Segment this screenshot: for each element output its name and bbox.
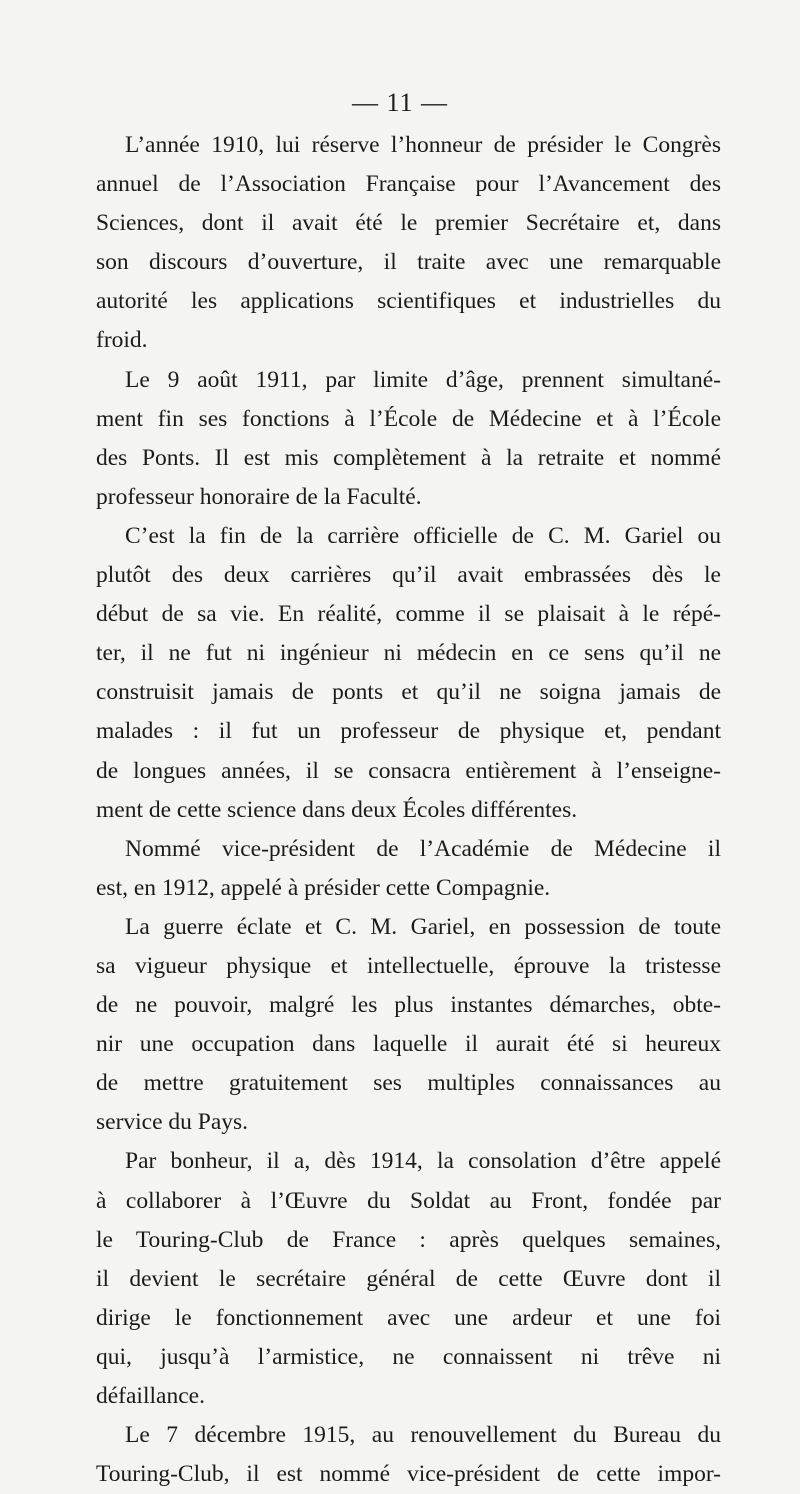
body-text <box>96 126 721 1494</box>
text-line: L’année 1910, lui réserve l’honneur de présider le Congrès <box>125 132 721 158</box>
text-line: sa vigueur physique et intellectuelle, éprouve la tristesse <box>96 952 721 979</box>
text-line: nir une occupation dans laquelle il aurait été si heureux <box>96 1031 721 1058</box>
text-line: malades : il fut un professeur de physique et, pendant <box>96 718 721 745</box>
text-line: Le 7 décembre 1915, au renouvellement du Bureau du <box>125 1422 721 1449</box>
text-line: construisit jamais de ponts et qu’il ne soigna jamais de <box>96 679 721 706</box>
page-number: — 11 — <box>351 88 449 117</box>
text-line: plutôt des deux carrières qu’il avait embrassées dès le <box>96 562 721 589</box>
text-line: ter, il ne fut ni ingénieur ni médecin en ce sens qu’il ne <box>96 640 721 667</box>
text-line: Par bonheur, il a, dès 1914, la consolation d’être appelé <box>125 1148 721 1175</box>
text-line: défaillance. <box>96 1383 205 1409</box>
text-line: de mettre gratuitement ses multiples connaissances au <box>96 1070 721 1097</box>
text-line: professeur honoraire de la Faculté. <box>96 483 422 510</box>
text-line: son discours d’ouverture, il traite avec une remarquable <box>96 249 721 276</box>
text-line: de longues années, il se consacra entièrement à l’enseigne- <box>96 757 721 784</box>
text-line: Nommé vice-président de l’Académie de Médecine il <box>125 835 721 862</box>
text-line: de ne pouvoir, malgré les plus instantes démarches, obte- <box>96 992 721 1019</box>
text-line: La guerre éclate et C. M. Gariel, en possession de toute <box>125 913 721 940</box>
text-line: le Touring-Club de France : après quelques semaines, <box>96 1226 721 1253</box>
text-line: C’est la fin de la carrière officielle de C. M. Gariel ou <box>125 522 721 549</box>
text-line: des Ponts. Il est mis complètement à la retraite et nommé <box>96 444 721 471</box>
text-line: Touring-Club, il est nommé vice-président de cette impor- <box>96 1461 721 1488</box>
text-line: qui, jusqu’à l’armistice, ne connaissent ni trêve ni <box>96 1343 721 1370</box>
text-line: ment fin ses fonctions à l’École de Médecine et à l’École <box>96 405 721 432</box>
text-line: annuel de l’Association Française pour l’Avancement des <box>96 171 721 198</box>
text-line: dirige le fonctionnement avec une ardeur et une foi <box>96 1304 721 1331</box>
text-line: service du Pays. <box>96 1109 249 1136</box>
text-line: Le 9 août 1911, par limite d’âge, prennent simultané- <box>125 366 721 393</box>
text-line: à collaborer à l’Œuvre du Soldat au Front, fondée par <box>96 1187 721 1214</box>
text-line: il devient le secrétaire général de cette Œuvre dont il <box>96 1265 721 1292</box>
text-line: début de sa vie. En réalité, comme il se plaisait à le répé- <box>96 601 721 628</box>
text-line: autorité les applications scientifiques et industrielles du <box>96 288 721 315</box>
text-line: ment de cette science dans deux Écoles différentes. <box>96 796 578 823</box>
text-line: froid. <box>96 327 148 354</box>
text-line: est, en 1912, appelé à présider cette Compagnie. <box>96 874 551 901</box>
text-line: Sciences, dont il avait été le premier Secrétaire et, dans <box>96 210 721 237</box>
